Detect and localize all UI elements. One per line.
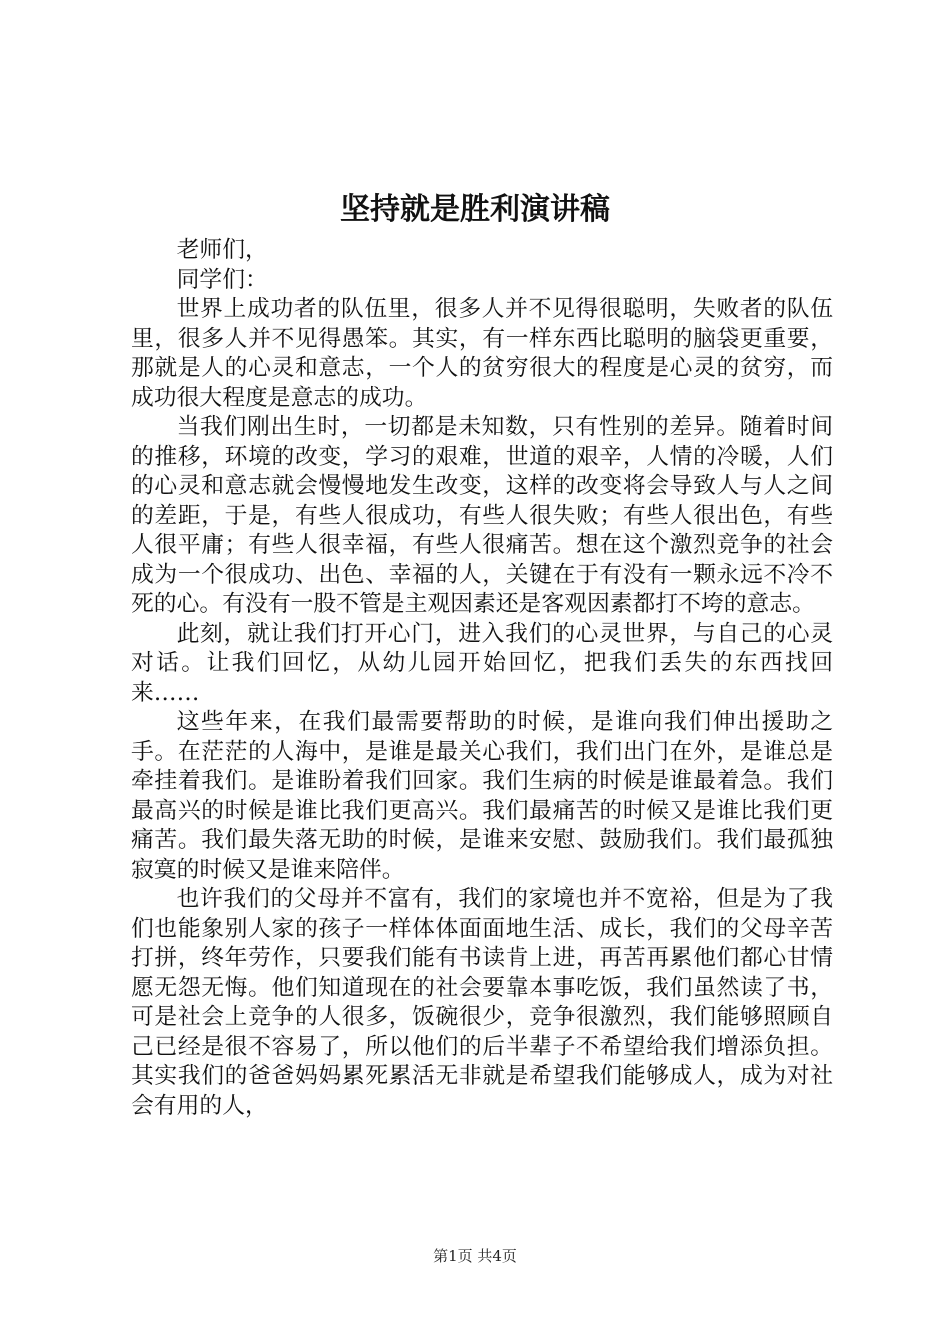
greeting-teachers: 老师们， [176,237,268,263]
document-body [131,236,833,1121]
paragraph-1: 世界上成功者的队伍里，很多人并不见得很聪明，失败者的队伍里，很多人并不见得愚笨。其实，有一样东西比聪明的脑袋更重要，那就是人的心灵和意志，一个人的贫穷很大的程度是心灵的贫穷，而成功很大程度是意志的成功。 [131,296,833,411]
paragraph-4: 这些年来，在我们最需要帮助的时候，是谁向我们伸出援助之手。在茫茫的人海中，是谁是最关心我们，我们出门在外，是谁总是牵挂着我们。是谁盼着我们回家。我们生病的时候是谁最着急。我们最高兴的时候是谁比我们更高兴。我们最痛苦的时候又是谁比我们更痛苦。我们最失落无助的时候，是谁来安慰、鼓励我们。我们最孤独寂寞的时候又是谁来陪伴。 [131,709,833,883]
paragraph-5: 也许我们的父母并不富有，我们的家境也并不宽裕，但是为了我们也能象别人家的孩子一样体体面面地生活、成长，我们的父母辛苦打拼，终年劳作，只要我们能有书读肯上进，再苦再累他们都心甘情愿无怨无悔。他们知道现在的社会要靠本事吃饭，我们虽然读了书，可是社会上竞争的人很多，饭碗很少，竞争很激烈，我们能够照顾自己已经是很不容易了，所以他们的后半辈子不希望给我们增添负担。其实我们的爸爸妈妈累死累活无非就是希望我们能够成人，成为对社会有用的人， [131,886,833,1119]
page-footer: 第1页 共4页 [433,1247,517,1265]
paragraph-3: 此刻，就让我们打开心门，进入我们的心灵世界，与自己的心灵对话。让我们回忆，从幼儿园开始回忆，把我们丢失的东西找回来…… [131,620,833,706]
greeting-students: 同学们： [176,266,268,293]
document-title: 坚持就是胜利演讲稿 [340,192,610,227]
paragraph-2: 当我们刚出生时，一切都是未知数，只有性别的差异。随着时间的推移，环境的改变，学习的艰难，世道的艰辛，人情的冷暖，人们的心灵和意志就会慢慢地发生改变，这样的改变将会导致人与人之间的差距，于是，有些人很成功，有些人很失败；有些人很出色，有些人很平庸；有些人很幸福，有些人很痛苦。想在这个激烈竞争的社会成为一个很成功、出色、幸福的人，关键在于有没有一颗永远不冷不死的心。有没有一股不管是主观因素还是客观因素都打不垮的意志。 [131,414,833,617]
